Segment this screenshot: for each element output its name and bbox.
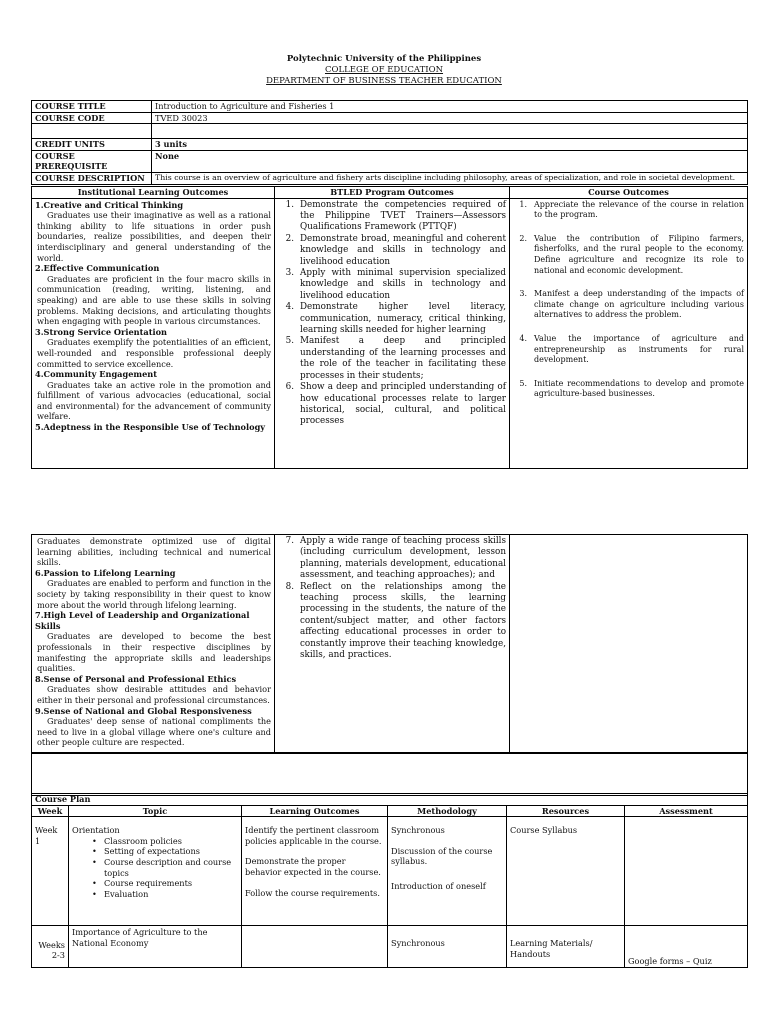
resources-cell: Course Syllabus [507, 817, 625, 926]
list-item [513, 289, 744, 321]
outcomes-table [31, 186, 748, 469]
item-text: Value the importance of agriculture and entrepreneurship as instruments for rural development. [534, 333, 744, 365]
ilo-desc: Graduates are developed to become the best professionals in their respective disciplines by manifesting the appropriate skills and leaderships qualities. [37, 631, 271, 674]
course-code-label: COURSE CODE [32, 112, 152, 124]
prerequisite-row [32, 150, 748, 172]
ilo-item [35, 706, 271, 748]
course-title-value: Introduction to Agriculture and Fisheries 1 [152, 101, 748, 113]
item-number: 2. [285, 233, 294, 244]
ilo-desc: Graduates exemplify the potentialities of an efficient, well-rounded and responsible professional deeply committed to service excellence. [37, 337, 271, 369]
outcome-text: Identify the pertinent classroom policies applicable in the course. [245, 825, 382, 846]
item-number: 7. [285, 536, 294, 546]
program-outcomes-list [278, 200, 506, 428]
bullet-icon: • [92, 846, 97, 857]
item-text: Value the contribution of Filipino farmers, fisherfolks, and the rural people to the economy. Define agriculture and recognize its role to national and economic development. [534, 233, 744, 275]
credit-units-row [32, 139, 748, 151]
topic-cell [69, 817, 242, 926]
item-text: Show a deep and principled understanding of how educational processes relate to larger historical, social, cultural, and political processes [300, 382, 506, 427]
resources-cell: Learning Materials/ Handouts [507, 926, 625, 968]
ilo-item [35, 674, 271, 706]
program-outcomes-header: BTLED Program Outcomes [275, 187, 510, 199]
item-number: 2. [519, 233, 527, 243]
item-number: 5. [519, 378, 527, 388]
ilo-cont-cell [32, 535, 275, 753]
item-text: Manifest a deep understanding of the impacts of climate change on agriculture including various alternatives to address the problem. [534, 289, 744, 320]
course-outcomes-cell [510, 198, 748, 468]
description-row [32, 172, 748, 184]
course-outcomes-cont-cell [510, 535, 748, 753]
col-assessment: Assessment [625, 805, 748, 817]
item-text: Initiate recommendations to develop and promote agriculture-based businesses. [534, 378, 744, 399]
item-text: Reflect on the relationships among the teaching process skills, the learning processing in the students, the nature of the content/subject matter, and other factors affecting educational processes in order to constantly improve their teaching knowledge, skills, and practices. [300, 581, 506, 661]
item-number: 5. [285, 336, 294, 347]
course-code-value: TVED 30023 [152, 112, 748, 124]
credit-units-label: CREDIT UNITS [32, 139, 152, 151]
list-item [278, 582, 506, 662]
course-plan-table [31, 793, 748, 968]
college-name: COLLEGE OF EDUCATION [324, 65, 444, 75]
university-name: Polytechnic University of the Philippines [286, 54, 482, 64]
list-item [278, 382, 506, 428]
item-text: Demonstrate broad, meaningful and coherent knowledge and skills in technology and livelihood education [300, 233, 506, 267]
item-number: 1. [285, 199, 294, 210]
ilo-item [35, 200, 271, 264]
ilo-item [35, 263, 271, 327]
program-outcomes-cell [275, 198, 510, 468]
ilo-item [35, 422, 271, 433]
assessment-cell [625, 817, 748, 926]
list-item [278, 200, 506, 234]
list-item [72, 836, 238, 847]
bullet-icon: • [92, 856, 97, 867]
list-item [278, 536, 506, 582]
item-number: 4. [519, 333, 527, 343]
item-number: 1. [519, 199, 527, 209]
ilo-title: 2.Effective Communication [35, 263, 160, 274]
item-text: Apply with minimal supervision specialized knowledge and skills in technology and livelihood education [300, 268, 506, 301]
item-text: Demonstrate the competencies required of the Philippine TVET Trainers—Assessors Qualifications Framework (PTTQF) [300, 199, 506, 233]
ilo-cell [32, 198, 275, 468]
course-info-table [31, 100, 748, 185]
list-item [278, 302, 506, 336]
col-resources: Resources [507, 805, 625, 817]
item-number: 4. [285, 302, 294, 313]
description-label: COURSE DESCRIPTION [32, 172, 152, 184]
course-title-label: COURSE TITLE [32, 101, 152, 113]
blank-label [32, 124, 152, 139]
course-outcomes-list [513, 200, 744, 400]
item-text: Setting of expectations [104, 846, 200, 857]
week-cell: Weeks 2-3 [32, 926, 69, 968]
col-topic: Topic [69, 805, 242, 817]
ilo-header: Institutional Learning Outcomes [32, 187, 275, 199]
table-row [32, 817, 748, 926]
ilo-desc: Graduates use their imaginative as well as a rational thinking ability to life situations in order push boundaries, realize possibilities, and deepen their interdisciplinary and general understanding of the world. [37, 210, 271, 263]
methodology-cell [388, 817, 507, 926]
bullet-icon: • [92, 878, 97, 889]
outcomes-cell [242, 926, 388, 968]
method-text: Introduction of oneself [391, 880, 486, 891]
empty-cell [32, 754, 748, 796]
prerequisite-value: None [152, 150, 748, 172]
topic-cell: Importance of Agriculture to the National Economy [69, 926, 242, 968]
method-text: Discussion of the course syllabus. [391, 845, 493, 867]
list-item [278, 336, 506, 382]
item-text: Manifest a deep and principled understanding of the learning processes and the role of the teacher in facilitating these processes in their students; [300, 336, 506, 381]
methodology-cell: Synchronous [388, 926, 507, 968]
topic-title: Orientation [72, 825, 120, 836]
ilo-item [35, 327, 271, 369]
outcome-text: Follow the course requirements. [245, 887, 380, 898]
program-outcomes-cont-list [278, 536, 506, 661]
blank-value [152, 124, 748, 139]
list-item [278, 268, 506, 302]
outcomes-cell [242, 817, 388, 926]
ilo-title: 6.Passion to Lifelong Learning [35, 567, 176, 578]
list-item [72, 857, 238, 878]
list-item [72, 889, 238, 900]
item-text: Evaluation [104, 888, 149, 899]
list-item [513, 334, 744, 366]
ilo-desc: Graduates take an active role in the promotion and fulfillment of various advocacies (educational, social and environmental) for the advancement of community welfare. [37, 379, 271, 422]
ilo-item [35, 610, 271, 674]
prerequisite-label: COURSE PREREQUISITE [32, 150, 152, 172]
week-cell: Week 1 [32, 817, 69, 926]
ilo-title: 3.Strong Service Orientation [35, 326, 168, 337]
credit-units-value: 3 units [152, 139, 748, 151]
ilo-title: 4.Community Engagement [35, 369, 158, 380]
item-text: Appreciate the relevance of the course in relation to the program. [534, 199, 744, 220]
item-text: Apply a wide range of teaching process skills (including curriculum development, lesson planning, materials development, educational assessment, and teaching approaches); and [300, 536, 506, 581]
course-code-row [32, 112, 748, 124]
list-item [278, 234, 506, 268]
assessment-cell: Google forms – Quiz [625, 926, 748, 968]
list-item [72, 878, 238, 889]
method-text: Synchronous [391, 825, 445, 836]
ilo-title: 9.Sense of National and Global Responsiveness [35, 705, 252, 716]
table-row [32, 926, 748, 968]
list-item [72, 846, 238, 857]
department-name: DEPARTMENT OF BUSINESS TEACHER EDUCATION [266, 76, 502, 86]
ilo-title: 5.Adeptness in the Responsible Use of Technology [35, 422, 266, 433]
ilo-desc: Graduates are proficient in the four macro skills in communication (reading, writing, listening, and speaking) and are able to use these skills in solving problems. Making decisions, and articulating thoughts when engaging with people in various circumstances. [37, 273, 271, 327]
item-number: 6. [285, 382, 294, 393]
item-text: Demonstrate higher level literacy, communication, numeracy, critical thinking, learning skills needed for higher learning [300, 302, 506, 336]
list-item [513, 200, 744, 221]
ilo-title: 7.High Level of Leadership and Organizational Skills [35, 610, 250, 631]
col-methodology: Methodology [388, 805, 507, 817]
course-plan-title: Course Plan [32, 794, 748, 806]
spacer-box [31, 753, 748, 796]
item-number: 8. [285, 581, 294, 592]
item-text: Classroom policies [104, 835, 182, 846]
course-outcomes-header: Course Outcomes [510, 187, 748, 199]
blank-row [32, 124, 748, 139]
item-number: 3. [285, 268, 294, 279]
ilo-desc: Graduates show desirable attitudes and behavior either in their personal and professional circumstances. [37, 684, 271, 705]
bullet-icon: • [92, 888, 97, 899]
program-outcomes-cont-cell [275, 535, 510, 753]
ilo-desc: Graduates demonstrate optimized use of digital learning abilities, including technical and numerical skills. [37, 536, 271, 568]
col-learning-outcomes: Learning Outcomes [242, 805, 388, 817]
ilo-desc: Graduates are enabled to perform and function in the society by taking responsibility in their quest to know more about the world through lifelong learning. [37, 578, 271, 610]
item-number: 3. [519, 289, 527, 299]
course-title-row [32, 101, 748, 113]
item-text: Course requirements [104, 878, 193, 889]
outcome-text: Demonstrate the proper behavior expected in the course. [245, 856, 381, 877]
list-item [513, 379, 744, 400]
description-value: This course is an overview of agriculture and fishery arts discipline including philosophy, areas of specialization, and role in societal development. [152, 172, 748, 184]
ilo-desc: Graduates' deep sense of national compliments the need to live in a global village where one's culture and other people culture are respected. [37, 716, 271, 748]
col-week: Week [32, 805, 69, 817]
ilo-title: 8.Sense of Personal and Professional Ethics [35, 673, 237, 684]
bullet-icon: • [92, 835, 97, 846]
list-item [513, 234, 744, 276]
ilo-item [35, 369, 271, 422]
ilo-title: 1.Creative and Critical Thinking [35, 199, 184, 210]
ilo-item [35, 568, 271, 610]
outcomes-continued-table [31, 534, 748, 753]
item-text: Course description and course topics [104, 856, 232, 878]
topic-bullets [72, 836, 238, 900]
